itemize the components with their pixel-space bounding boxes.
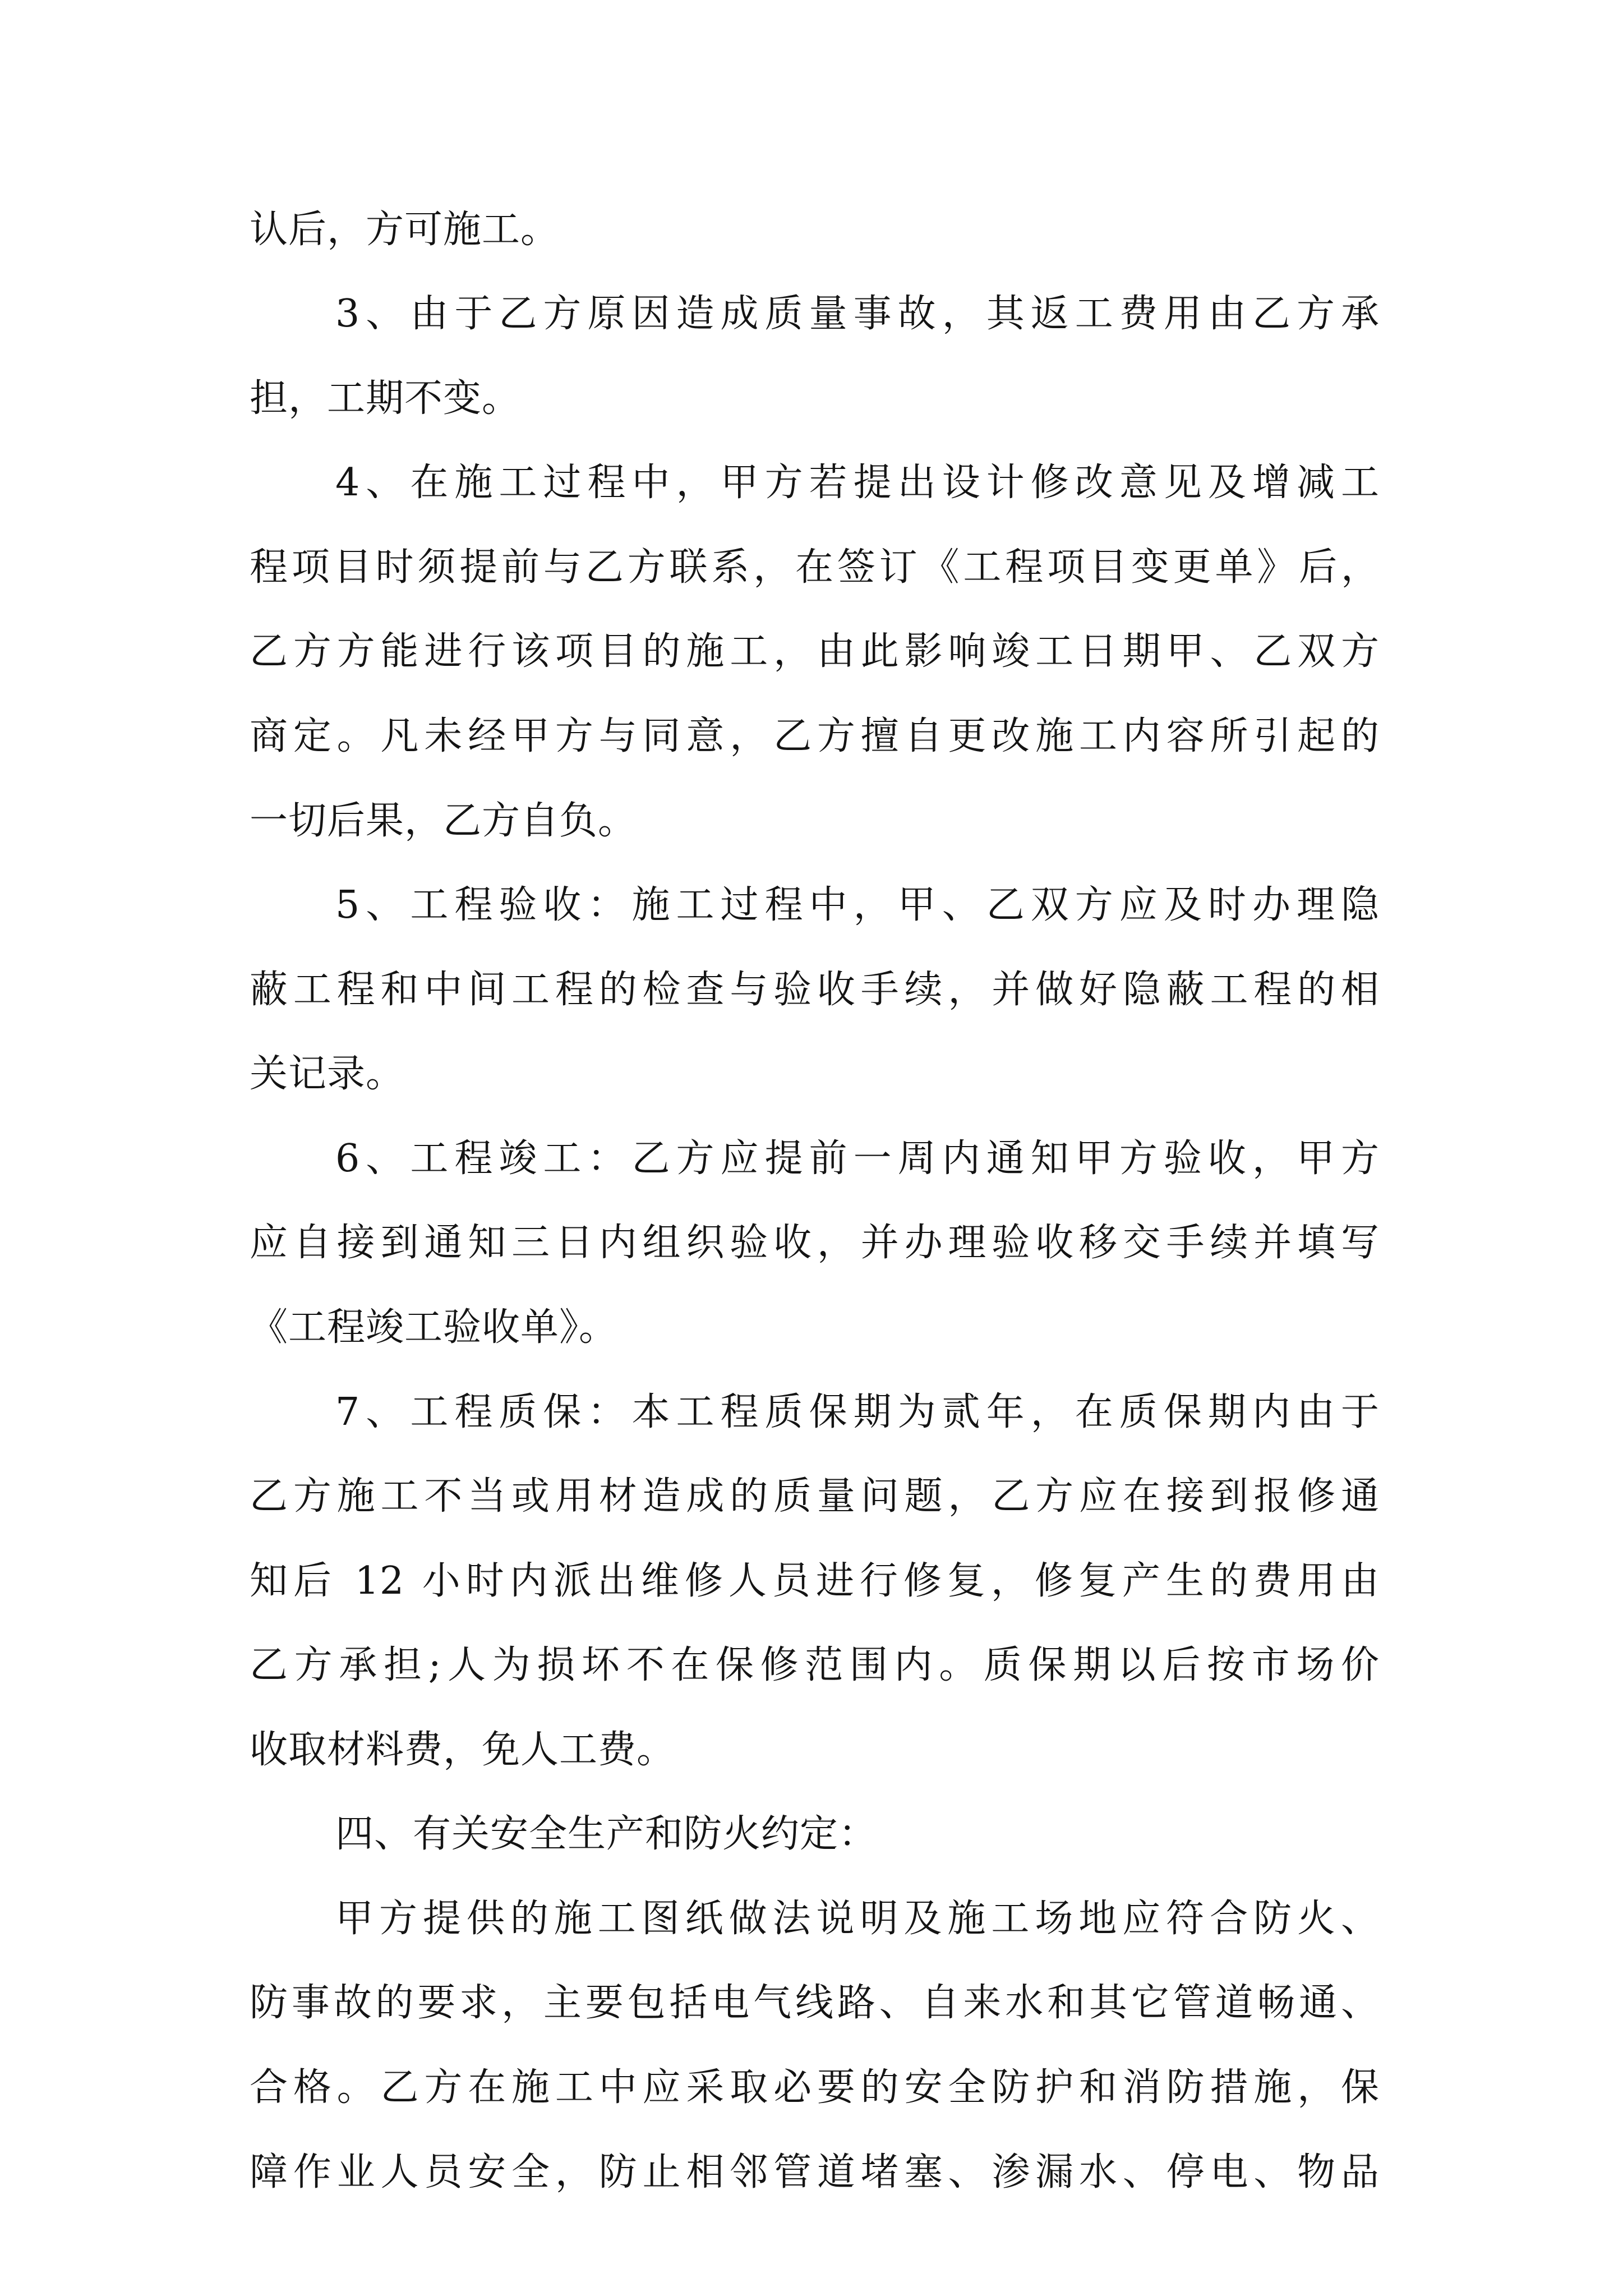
- text-line: 7、工程质保：本工程质保期为贰年，在质保期内由于: [335, 1390, 1380, 1434]
- text-line: 担，工期不变。: [250, 376, 521, 421]
- text-line: 合格。乙方在施工中应采取必要的安全防护和消防措施，保: [250, 2065, 1380, 2110]
- text-line: 3、由于乙方原因造成质量事故，其返工费用由乙方承: [335, 292, 1380, 336]
- text-line: 关记录。: [250, 1052, 405, 1096]
- text-line: 乙方方能进行该项目的施工，由此影响竣工日期甲、乙双方: [250, 629, 1380, 674]
- text-line: 收取材料费，免人工费。: [250, 1728, 676, 1772]
- text-line: 防事故的要求，主要包括电气线路、自来水和其它管道畅通、: [250, 1981, 1380, 2025]
- text-line: 知后 12 小时内派出维修人员进行修复，修复产生的费用由: [250, 1559, 1380, 1603]
- text-line: 商定。凡未经甲方与同意，乙方擅自更改施工内容所引起的: [250, 714, 1380, 758]
- section-heading: 四、有关安全生产和防火约定：: [335, 1812, 878, 1856]
- text-line: 4、在施工过程中，甲方若提出设计修改意见及增减工: [335, 461, 1380, 505]
- text-line: 甲方提供的施工图纸做法说明及施工场地应符合防火、: [335, 1897, 1380, 1941]
- text-line: 乙方承担;人为损坏不在保修范围内。质保期以后按市场价: [250, 1643, 1380, 1687]
- text-line: 认后，方可施工。: [250, 208, 560, 252]
- text-line: 应自接到通知三日内组织验收，并办理验收移交手续并填写: [250, 1221, 1380, 1265]
- text-line: 一切后果，乙方自负。: [250, 799, 637, 843]
- text-line: 《工程竣工验收单》。: [250, 1305, 618, 1350]
- text-line: 6、工程竣工：乙方应提前一周内通知甲方验收，甲方: [335, 1137, 1380, 1181]
- text-line: 蔽工程和中间工程的检查与验收手续，并做好隐蔽工程的相: [250, 968, 1380, 1012]
- text-line: 5、工程验收：施工过程中，甲、乙双方应及时办理隐: [335, 883, 1380, 927]
- text-line: 程项目时须提前与乙方联系，在签订《工程项目变更单》后，: [250, 545, 1380, 590]
- text-line: 乙方施工不当或用材造成的质量问题，乙方应在接到报修通: [250, 1474, 1380, 1519]
- text-line: 障作业人员安全，防止相邻管道堵塞、渗漏水、停电、物品: [250, 2150, 1380, 2194]
